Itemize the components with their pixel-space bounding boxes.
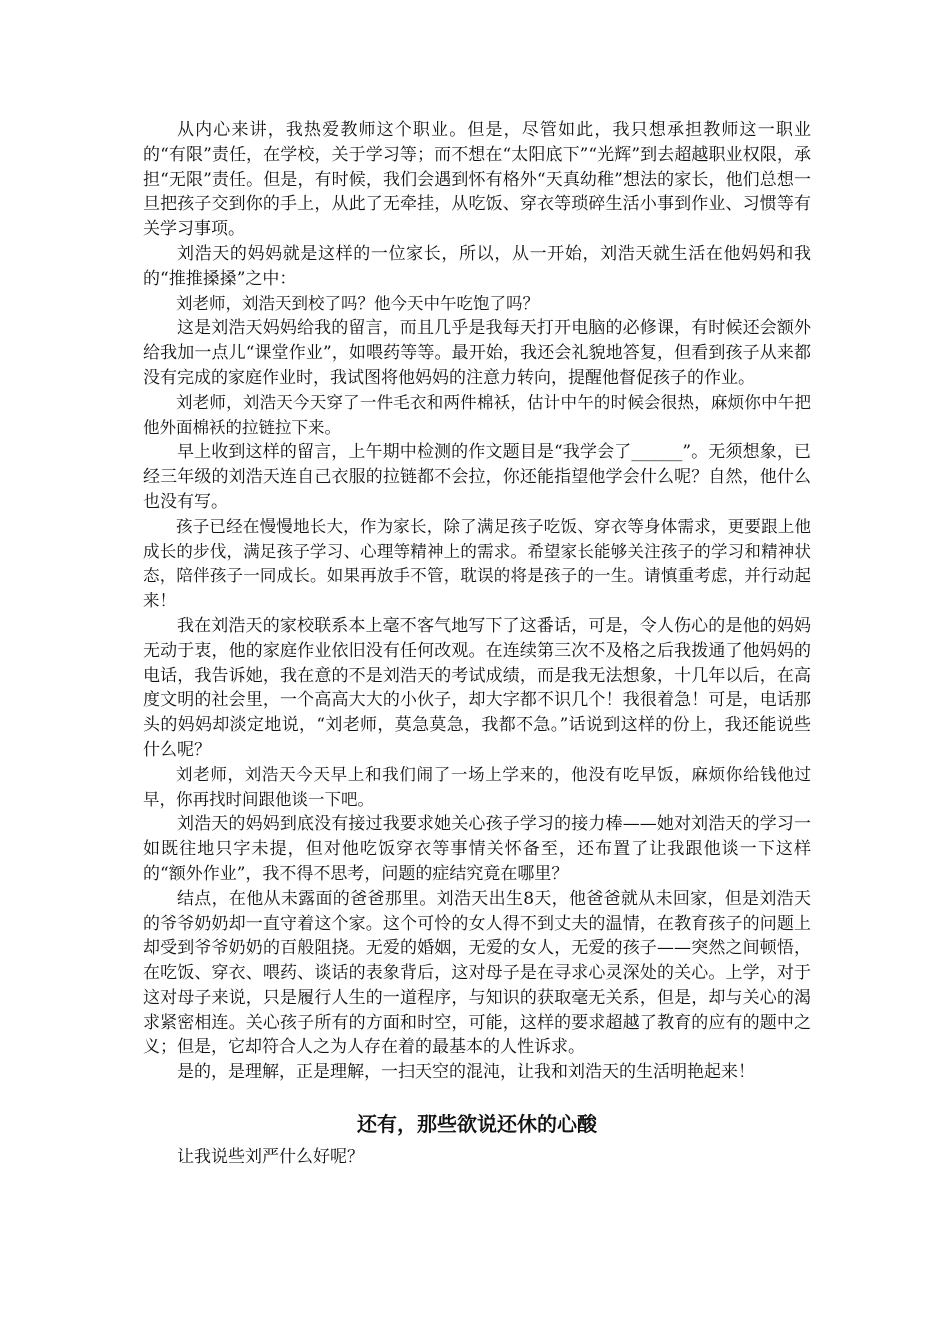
closing-paragraph: 让我说些刘严什么好呢？ (177, 1147, 364, 1168)
paragraph: 是的，是理解，正是理解，一扫天空的混沌，让我和刘浩天的生活明艳起来！ (177, 1062, 755, 1083)
teacher-note: 孩子已经在慢慢地长大，作为家长，除了满足孩子吃饭、穿衣等身体需求，更要跟上他成长的步伐，满足孩子学习、心理等精神上的需求。希望家长能够关注孩子的学习和精神状态，陪伴孩子一同成长。如果再放手不管，耽误的将是孩子的一生。请慎重考虑，并行动起来！ (143, 516, 811, 611)
paragraph: 刘浩天的妈妈到底没有接过我要求她关心孩子学习的接力棒——她对刘浩天的学习一如既往地只字未提，但对他吃饭穿衣等事情关怀备至，还布置了让我跟他谈一下这样的“额外作业”，我不得不思考，问题的症结究竟在哪里？ (143, 814, 811, 884)
paragraph: 早上收到这样的留言，上午期中检测的作文题目是“我学会了______”。无须想象，已经三年级的刘浩天连自己衣服的拉链都不会拉，你还能指望他学会什么呢？自然，他什么也没有写。 (143, 442, 811, 512)
paragraph: 这是刘浩天妈妈给我的留言，而且几乎是我每天打开电脑的必修课，有时候还会额外给我加一点儿“课堂作业”，如喂药等等。最开始，我还会礼貌地答复，但看到孩子从来都没有完成的家庭作业时，我试图将他妈妈的注意力转向，提醒他督促孩子的作业。 (143, 318, 811, 388)
parent-message: 刘老师，刘浩天今天早上和我们闹了一场上学来的，他没有吃早饭，麻烦你给钱他过早，你再找时间跟他谈一下吧。 (143, 764, 811, 809)
document-page (143, 118, 811, 1170)
paragraph: 从内心来讲，我热爱教师这个职业。但是，尽管如此，我只想承担教师这一职业的“有限”责任，在学校，关于学习等；而不想在“太阳底下”“光辉”到去超越职业权限，承担“无限”责任。但是，有时候，我们会遇到怀有格外“天真幼稚”想法的家长，他们总想一旦把孩子交到你的手上，从此了无牵挂，从吃饭、穿衣等琐碎生活小事到作业、习惯等有关学习事项。 (143, 120, 811, 240)
paragraph: 刘浩天的妈妈就是这样的一位家长，所以，从一开始，刘浩天就生活在他妈妈和我的“推推搡搡”之中： (143, 243, 811, 289)
section-heading: 还有，那些欲说还休的心酸 (357, 1112, 597, 1137)
parent-message: 刘老师，刘浩天到校了吗？他今天中午吃饱了吗？ (176, 293, 539, 313)
paragraph: 结点，在他从未露面的爸爸那里。刘浩天出生8天，他爸爸就从未回家，但是刘浩天的爷爷奶奶却一直守着这个家。这个可怜的女人得不到丈夫的温情，在教育孩子的问题上却受到爷爷奶奶的百般阻挠。无爱的婚姻，无爱的女人，无爱的孩子——突然之间顿悟，在吃饭、穿衣、喂药、谈话的表象背后，这对母子是在寻求心灵深处的关心。上学，对于这对母子来说，只是履行人生的一道程序，与知识的获取毫无关系，但是，却与关心的渴求紧密相连。关心孩子所有的方面和时空，可能，这样的要求超越了教育的应有的题中之义；但是，它却符合人之为人存在着的最基本的人性诉求。 (143, 888, 811, 1058)
parent-message: 刘老师，刘浩天今天穿了一件毛衣和两件棉袄，估计中午的时候会很热，麻烦你中午把他外面棉袄的拉链拉下来。 (143, 392, 811, 437)
paragraph: 我在刘浩天的家校联系本上毫不客气地写下了这番话，可是，令人伤心的是他的妈妈无动于衷，他的家庭作业依旧没有任何改观。在连续第三次不及格之后我拨通了他妈妈的电话，我告诉她，我在意的不是刘浩天的考试成绩，而是我无法想象，十几年以后，在高度文明的社会里，一个高高大大的小伙子，却大字都不识几个！我很着急！可是，电话那头的妈妈却淡定地说，“刘老师，莫急莫急，我都不急。”话说到这样的份上，我还能说些什么呢？ (143, 615, 811, 760)
